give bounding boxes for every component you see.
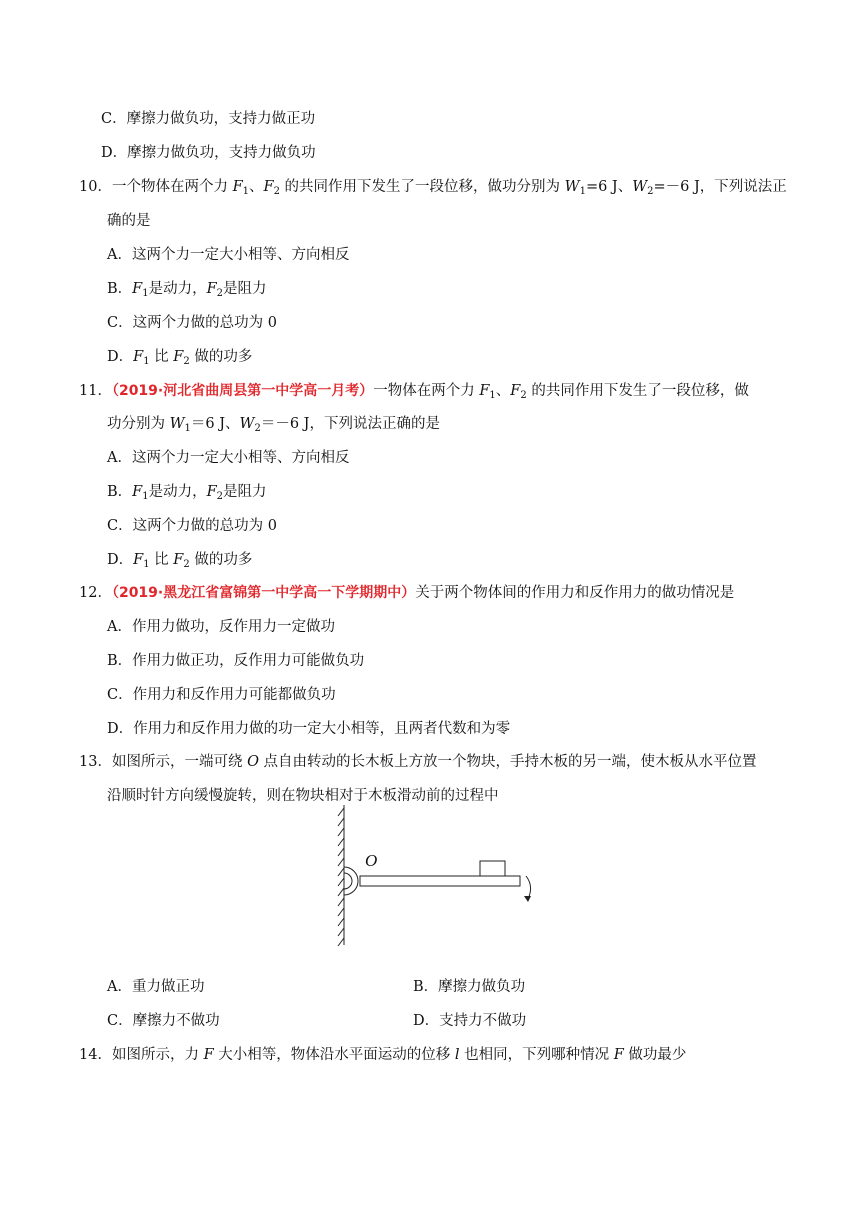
q12-option-c: C．作用力和反作用力可能都做负功 bbox=[107, 687, 336, 703]
q10-option-d bbox=[107, 347, 252, 367]
q12-number: 12． bbox=[79, 585, 112, 601]
q11-text: 功分别为 bbox=[107, 416, 170, 432]
force-symbol: F bbox=[613, 1047, 624, 1063]
q10-stem-line1 bbox=[79, 177, 787, 197]
force-symbol: F bbox=[132, 281, 143, 297]
work-symbol: W bbox=[239, 416, 255, 432]
q11-option-c: C．这两个力做的总功为 0 bbox=[107, 518, 277, 534]
q14-text: 大小相等，物体沿水平面运动的位移 bbox=[213, 1047, 455, 1063]
subscript: 2 bbox=[254, 423, 261, 434]
q13-option-b: B．摩擦力做负功 bbox=[413, 979, 526, 995]
subscript: 1 bbox=[579, 186, 586, 197]
q11-source: （2019·河北省曲周县第一中学高一月考） bbox=[111, 383, 374, 399]
pivot-symbol: O bbox=[247, 754, 259, 770]
q13-option-a: A．重力做正功 bbox=[107, 979, 205, 995]
subscript: 1 bbox=[242, 186, 249, 197]
q11-option-d bbox=[107, 550, 252, 570]
q11-text: ＝6 J、 bbox=[190, 416, 240, 432]
subscript: 2 bbox=[183, 559, 190, 570]
q12-source: （2019·黑龙江省富锦第一中学高一下学期期中） bbox=[111, 585, 416, 601]
force-symbol: F bbox=[206, 484, 217, 500]
subscript: 2 bbox=[647, 186, 654, 197]
option-text: 做的功多 bbox=[189, 349, 253, 365]
force-symbol: F bbox=[132, 484, 143, 500]
option-text: 做的功多 bbox=[189, 552, 253, 568]
force-symbol: F bbox=[133, 552, 144, 568]
subscript: 2 bbox=[273, 186, 280, 197]
q10-option-c: C．这两个力做的总功为 0 bbox=[107, 315, 277, 331]
force-symbol: F bbox=[263, 179, 274, 195]
q11-text: ＝－6 J，下列说法正确的是 bbox=[260, 416, 440, 432]
q13-text: 点自由转动的长木板上方放一个物块，手持木板的另一端，使木板从水平位置 bbox=[258, 754, 757, 770]
option-text: 是动力， bbox=[148, 281, 207, 297]
work-symbol: W bbox=[632, 179, 648, 195]
subscript: 1 bbox=[142, 288, 149, 299]
displacement-symbol: l bbox=[454, 1047, 460, 1063]
work-symbol: W bbox=[169, 416, 185, 432]
separator: 、 bbox=[249, 179, 264, 195]
q10-text: =6 J、 bbox=[585, 179, 633, 195]
q10-stem-line2: 确的是 bbox=[107, 213, 151, 229]
subscript: 2 bbox=[520, 390, 527, 401]
q13-option-c: C．摩擦力不做功 bbox=[107, 1013, 220, 1029]
option-letter: D． bbox=[107, 552, 134, 568]
q12-option-b: B．作用力做正功，反作用力可能做负功 bbox=[107, 653, 365, 669]
q14-text: 做功最少 bbox=[623, 1047, 687, 1063]
force-symbol: F bbox=[173, 349, 184, 365]
q14-text: 也相同，下列哪种情况 bbox=[459, 1047, 614, 1063]
force-symbol: F bbox=[133, 349, 144, 365]
subscript: 2 bbox=[216, 491, 224, 502]
subscript: 1 bbox=[184, 423, 191, 434]
option-text: 比 bbox=[149, 552, 174, 568]
q12-option-a: A．作用力做功，反作用力一定做功 bbox=[107, 619, 335, 635]
q13-number: 13． bbox=[79, 754, 112, 770]
q13-stem-line1 bbox=[79, 752, 757, 772]
q9-option-c: C．摩擦力做负功，支持力做正功 bbox=[101, 111, 316, 127]
force-symbol: F bbox=[173, 552, 184, 568]
option-letter: B． bbox=[107, 484, 133, 500]
q11-stem-line1 bbox=[79, 381, 749, 401]
wooden-board bbox=[360, 876, 520, 886]
option-letter: B． bbox=[107, 281, 133, 297]
q11-text: 一物体在两个力 bbox=[373, 383, 480, 399]
q13-stem-line2: 沿顺时针方向缓慢旋转，则在物块相对于木板滑动前的过程中 bbox=[107, 788, 499, 804]
force-symbol: F bbox=[206, 281, 217, 297]
q11-option-a: A．这两个力一定大小相等、方向相反 bbox=[107, 450, 350, 466]
q11-text: 的共同作用下发生了一段位移，做 bbox=[526, 383, 749, 399]
subscript: 2 bbox=[183, 356, 190, 367]
q9-option-d: D．摩擦力做负功，支持力做负功 bbox=[101, 145, 316, 161]
q10-number: 10． bbox=[79, 179, 112, 195]
option-letter: D． bbox=[107, 349, 134, 365]
force-symbol: F bbox=[510, 383, 521, 399]
q13-text: 如图所示，一端可绕 bbox=[111, 754, 248, 770]
q10-text: 的共同作用下发生了一段位移，做功分别为 bbox=[279, 179, 565, 195]
q10-text: 一个物体在两个力 bbox=[111, 179, 233, 195]
q11-number: 11． bbox=[79, 383, 112, 399]
pivot-hinge bbox=[344, 867, 358, 895]
q10-option-a: A．这两个力一定大小相等、方向相反 bbox=[107, 247, 350, 263]
q12-option-d: D．作用力和反作用力做的功一定大小相等，且两者代数和为零 bbox=[107, 721, 511, 737]
subscript: 1 bbox=[143, 356, 150, 367]
option-text: 是阻力 bbox=[223, 484, 267, 500]
separator: 、 bbox=[495, 383, 511, 399]
q10-text: =－6 J，下列说法正 bbox=[653, 179, 787, 195]
clockwise-arrow-icon bbox=[524, 876, 531, 902]
subscript: 1 bbox=[143, 559, 150, 570]
q14-number: 14． bbox=[79, 1047, 112, 1063]
q12-stem bbox=[79, 583, 734, 603]
q13-board-figure bbox=[330, 800, 550, 952]
subscript: 2 bbox=[216, 288, 224, 299]
wall-hatching bbox=[338, 805, 344, 946]
force-symbol: F bbox=[479, 383, 490, 399]
option-text: 是阻力 bbox=[223, 281, 267, 297]
subscript: 1 bbox=[489, 390, 496, 401]
option-text: 是动力， bbox=[148, 484, 207, 500]
subscript: 1 bbox=[142, 491, 149, 502]
force-symbol: F bbox=[203, 1047, 214, 1063]
q12-text: 关于两个物体间的作用力和反作用力的做功情况是 bbox=[415, 585, 735, 601]
q10-option-b bbox=[107, 279, 267, 299]
q14-stem bbox=[79, 1045, 686, 1065]
q14-text: 如图所示，力 bbox=[111, 1047, 204, 1063]
work-symbol: W bbox=[564, 179, 580, 195]
pivot-label: O bbox=[365, 851, 378, 870]
q11-stem-line2 bbox=[107, 414, 440, 434]
force-symbol: F bbox=[232, 179, 243, 195]
q11-option-b bbox=[107, 482, 267, 502]
block bbox=[480, 861, 505, 876]
option-text: 比 bbox=[149, 349, 174, 365]
q13-option-d: D．支持力不做功 bbox=[413, 1013, 527, 1029]
